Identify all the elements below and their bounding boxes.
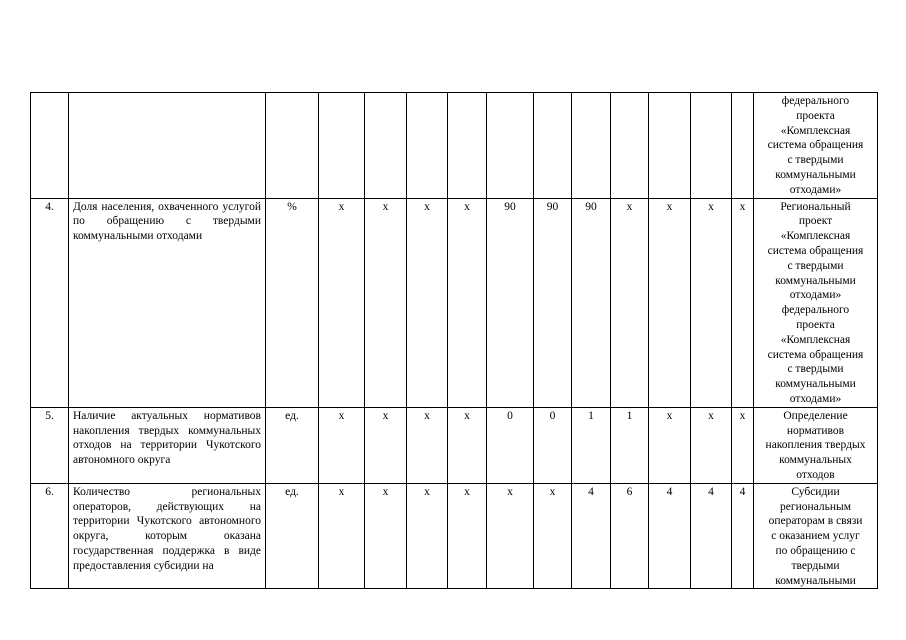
unit-cell: % [266,198,319,407]
value-cell [407,93,448,199]
value-cell: 4 [572,483,611,589]
indicator-name-cell [69,93,266,199]
value-cell [691,93,732,199]
source-line: с твердыми [787,154,844,167]
value-cell: х [407,483,448,589]
value-cell [649,93,691,199]
value-cell [572,93,611,199]
source-line: система обращения [767,244,864,257]
value-cell: х [319,198,365,407]
source-line: коммунальными [775,168,856,181]
value-cell: х [407,407,448,483]
value-cell: 4 [649,483,691,589]
source-line: коммунальными [775,574,856,587]
source-line: «Комплексная [780,333,851,346]
row-number-cell: 5. [31,407,69,483]
table-row [31,93,878,199]
value-cell: х [448,198,487,407]
source-line: «Комплексная [780,124,851,137]
row-number-cell: 6. [31,483,69,589]
value-cell [487,93,534,199]
value-cell: х [365,198,407,407]
indicators-table [30,92,878,589]
value-cell: 4 [732,483,754,589]
value-cell [611,93,649,199]
value-cell: 1 [572,407,611,483]
source-line: система обращения [767,139,864,152]
value-cell: х [487,483,534,589]
unit-cell: ед. [266,407,319,483]
source-line: проекта [796,109,835,122]
value-cell: 0 [487,407,534,483]
source-line: твердыми [791,559,840,572]
value-cell: 1 [611,407,649,483]
source-cell [754,483,878,589]
unit-cell [266,93,319,199]
value-cell: х [732,198,754,407]
source-line: накопления твердых [765,439,866,452]
value-cell: х [649,198,691,407]
value-cell: 90 [487,198,534,407]
source-line: с твердыми [787,363,844,376]
source-line: коммунальных [779,454,852,467]
source-line: «Комплексная [780,230,851,243]
value-cell: х [611,198,649,407]
row-number-cell: 4. [31,198,69,407]
table-row [31,407,878,483]
source-line: отходами» [789,392,842,405]
source-line: проекта [796,318,835,331]
source-line: отходами» [789,183,842,196]
value-cell: х [691,198,732,407]
value-cell: х [319,407,365,483]
source-cell [754,93,878,199]
value-cell: х [448,407,487,483]
value-cell: х [448,483,487,589]
value-cell: 4 [691,483,732,589]
source-line: Региональный [780,200,851,213]
value-cell: 6 [611,483,649,589]
source-cell [754,407,878,483]
value-cell: х [534,483,572,589]
value-cell: х [365,407,407,483]
source-line: Определение [783,409,848,422]
source-line: операторам в связи [768,515,863,528]
indicator-name-cell: Доля населения, охваченного услугой по обращению с твердыми коммунальными отходами [69,198,266,407]
value-cell: х [365,483,407,589]
source-line: нормативов [786,424,845,437]
value-cell [319,93,365,199]
source-line: федерального [781,304,850,317]
value-cell: х [649,407,691,483]
table-row [31,483,878,589]
value-cell: х [319,483,365,589]
unit-cell: ед. [266,483,319,589]
value-cell [365,93,407,199]
source-cell [754,198,878,407]
source-line: отходами» [789,289,842,302]
value-cell: х [691,407,732,483]
source-line: с оказанием услуг [771,530,860,543]
row-number-cell [31,93,69,199]
value-cell: 90 [572,198,611,407]
source-line: федерального [781,95,850,107]
source-line: с твердыми [787,259,844,272]
table-row [31,198,878,407]
source-line: система обращения [767,348,864,361]
source-line: по обращению с [775,544,856,557]
source-line: региональным [780,500,851,513]
value-cell [448,93,487,199]
value-cell: х [407,198,448,407]
indicator-name-cell: Количество региональных операторов, действующих на территории Чукотского автономного округа, которым оказана государственная поддержка в виде предоставления субсидии на [69,483,266,589]
value-cell: 0 [534,407,572,483]
table-body [31,93,878,589]
value-cell [732,93,754,199]
source-line: проект [798,215,833,228]
source-line: коммунальными [775,274,856,287]
value-cell [534,93,572,199]
source-line: отходов [796,468,835,481]
value-cell: 90 [534,198,572,407]
source-line: коммунальными [775,378,856,391]
source-line: Субсидии [791,485,840,498]
value-cell: х [732,407,754,483]
indicator-name-cell: Наличие актуальных нормативов накопления твердых коммунальных отходов на территории Чукотского автономного округа [69,407,266,483]
